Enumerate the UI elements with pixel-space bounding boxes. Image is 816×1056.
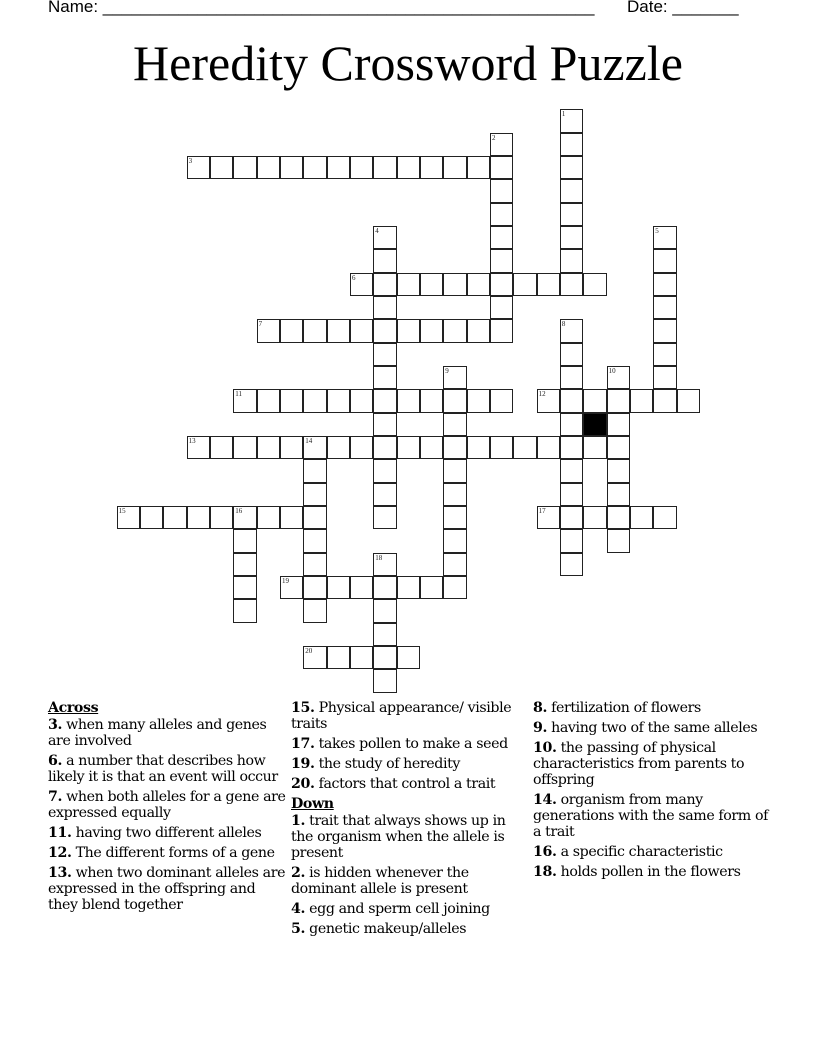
grid-cell[interactable] — [630, 389, 653, 412]
grid-cell[interactable] — [210, 156, 233, 179]
grid-cell[interactable] — [443, 413, 466, 436]
grid-cell[interactable] — [373, 483, 396, 506]
grid-cell[interactable] — [303, 459, 326, 482]
clue-down-1: 1. trait that always shows up in the organism when the allele is present — [291, 813, 506, 861]
grid-cell[interactable] — [560, 156, 583, 179]
grid-cell[interactable] — [443, 156, 466, 179]
grid-cell[interactable] — [257, 436, 280, 459]
grid-cell[interactable] — [233, 436, 256, 459]
grid-cell[interactable] — [443, 436, 466, 459]
grid-cell[interactable] — [443, 576, 466, 599]
grid-cell[interactable] — [397, 436, 420, 459]
grid-cell[interactable] — [560, 133, 583, 156]
grid-cell[interactable] — [467, 389, 490, 412]
grid-cell[interactable] — [677, 389, 700, 412]
grid-cell[interactable] — [607, 389, 630, 412]
grid-cell[interactable] — [490, 226, 513, 249]
grid-cell[interactable] — [467, 273, 490, 296]
grid-cell[interactable] — [397, 576, 420, 599]
cell-number: 16 — [235, 506, 243, 515]
grid-cell[interactable] — [373, 296, 396, 319]
grid-cell[interactable] — [373, 506, 396, 529]
grid-cell[interactable] — [350, 436, 373, 459]
clue-down-10: 10. the passing of physical characteristics from parents to offspring — [533, 740, 745, 788]
grid-cell[interactable] — [327, 576, 350, 599]
cell-number: 9 — [445, 366, 449, 375]
grid-cell[interactable] — [653, 366, 676, 389]
grid-cell[interactable] — [397, 319, 420, 342]
grid-cell[interactable] — [373, 273, 396, 296]
clues-column-2 — [291, 700, 529, 941]
cell-number: 12 — [538, 390, 546, 399]
grid-cell[interactable] — [560, 413, 583, 436]
grid-cell[interactable] — [373, 553, 396, 576]
grid-cell[interactable] — [560, 553, 583, 576]
down-heading: Down — [291, 796, 334, 812]
grid-cell[interactable] — [303, 646, 326, 669]
grid-cell[interactable] — [327, 319, 350, 342]
grid-cell[interactable] — [373, 669, 396, 692]
grid-cell[interactable] — [607, 529, 630, 552]
grid-cell[interactable] — [560, 389, 583, 412]
grid-cell[interactable] — [303, 576, 326, 599]
cell-number: 20 — [305, 646, 313, 655]
grid-cell[interactable] — [653, 296, 676, 319]
grid-cell[interactable] — [420, 156, 443, 179]
grid-cell[interactable] — [560, 506, 583, 529]
grid-cell[interactable] — [653, 249, 676, 272]
clues-column-3 — [533, 700, 771, 884]
grid-cell[interactable] — [350, 156, 373, 179]
grid-cell[interactable] — [443, 319, 466, 342]
grid-cell[interactable] — [187, 436, 210, 459]
grid-cell[interactable] — [653, 319, 676, 342]
grid-cell[interactable] — [560, 459, 583, 482]
grid-cell[interactable] — [490, 436, 513, 459]
grid-cell[interactable] — [373, 459, 396, 482]
grid-cell[interactable] — [420, 273, 443, 296]
grid-cell[interactable] — [327, 646, 350, 669]
grid-cell[interactable] — [303, 599, 326, 622]
grid-cell[interactable] — [373, 623, 396, 646]
grid-cell[interactable] — [443, 389, 466, 412]
clue-across-7: 7. when both alleles for a gene are expressed equally — [48, 789, 286, 821]
grid-cell[interactable] — [397, 389, 420, 412]
grid-cell[interactable] — [373, 646, 396, 669]
grid-cell[interactable] — [163, 506, 186, 529]
grid-cell[interactable] — [490, 249, 513, 272]
clue-across-20: 20. factors that control a trait — [291, 776, 496, 792]
grid-cell[interactable] — [560, 436, 583, 459]
clue-across-11: 11. having two different alleles — [48, 825, 262, 841]
cell-number: 18 — [375, 553, 383, 562]
grid-cell[interactable] — [443, 459, 466, 482]
grid-cell[interactable] — [303, 553, 326, 576]
grid-cell[interactable] — [140, 506, 163, 529]
grid-cell[interactable] — [560, 203, 583, 226]
grid-cell[interactable] — [653, 506, 676, 529]
grid-cell[interactable] — [280, 156, 303, 179]
grid-cell[interactable] — [607, 366, 630, 389]
grid-cell[interactable] — [373, 576, 396, 599]
grid-cell[interactable] — [443, 506, 466, 529]
grid-cell[interactable] — [280, 389, 303, 412]
grid-cell[interactable] — [560, 343, 583, 366]
grid-cell[interactable] — [560, 179, 583, 202]
cell-number: 19 — [281, 576, 289, 585]
grid-cell[interactable] — [443, 483, 466, 506]
grid-cell[interactable] — [607, 506, 630, 529]
clue-across-17: 17. takes pollen to make a seed — [291, 736, 508, 752]
grid-cell[interactable] — [280, 576, 303, 599]
grid-cell[interactable] — [490, 319, 513, 342]
clue-down-9: 9. having two of the same alleles — [533, 720, 758, 736]
grid-cell[interactable] — [583, 506, 606, 529]
grid-cell[interactable] — [257, 156, 280, 179]
grid-cell[interactable] — [373, 436, 396, 459]
clues-column-1 — [48, 700, 286, 917]
grid-cell[interactable] — [513, 436, 536, 459]
grid-cell[interactable] — [373, 343, 396, 366]
cell-number: 1 — [561, 110, 566, 119]
grid-cell[interactable] — [257, 506, 280, 529]
grid-cell[interactable] — [397, 273, 420, 296]
clue-down-8: 8. fertilization of flowers — [533, 700, 701, 716]
cell-number: 11 — [235, 390, 243, 399]
cell-number: 10 — [608, 366, 616, 375]
grid-cell[interactable] — [607, 436, 630, 459]
grid-cell[interactable] — [420, 319, 443, 342]
grid-cell[interactable] — [350, 273, 373, 296]
grid-cell[interactable] — [630, 506, 653, 529]
grid-cell[interactable] — [303, 389, 326, 412]
grid-cell[interactable] — [373, 413, 396, 436]
grid-cell[interactable] — [607, 459, 630, 482]
cell-number: 15 — [118, 506, 126, 515]
grid-cell[interactable] — [210, 506, 233, 529]
cell-number: 2 — [491, 133, 496, 142]
grid-cell[interactable] — [490, 179, 513, 202]
grid-cell[interactable] — [490, 273, 513, 296]
grid-cell[interactable] — [373, 599, 396, 622]
grid-cell[interactable] — [490, 389, 513, 412]
grid-cell[interactable] — [537, 273, 560, 296]
grid-cell[interactable] — [373, 366, 396, 389]
grid-cell[interactable] — [467, 156, 490, 179]
grid-cell[interactable] — [583, 389, 606, 412]
grid-cell[interactable] — [303, 506, 326, 529]
cell-number: 6 — [351, 273, 356, 282]
grid-cell[interactable] — [233, 156, 256, 179]
grid-cell[interactable] — [560, 109, 583, 132]
grid-cell[interactable] — [280, 506, 303, 529]
grid-cell[interactable] — [560, 273, 583, 296]
cell-number: 13 — [188, 436, 196, 445]
grid-cell[interactable] — [467, 436, 490, 459]
grid-cell[interactable] — [257, 389, 280, 412]
grid-cell[interactable] — [350, 576, 373, 599]
grid-cell[interactable] — [560, 249, 583, 272]
grid-cell[interactable] — [467, 319, 490, 342]
grid-cell[interactable] — [373, 226, 396, 249]
page-title: Heredity Crossword Puzzle — [133, 35, 683, 91]
grid-cell[interactable] — [233, 529, 256, 552]
grid-cell[interactable] — [560, 366, 583, 389]
cell-number: 5 — [655, 227, 659, 235]
grid-cell[interactable] — [397, 156, 420, 179]
black-cell — [583, 413, 606, 436]
grid-cell[interactable] — [187, 156, 210, 179]
grid-cell[interactable] — [303, 156, 326, 179]
grid-cell[interactable] — [233, 553, 256, 576]
clue-across-12: 12. The different forms of a gene — [48, 845, 275, 861]
grid-cell[interactable] — [490, 156, 513, 179]
grid-cell[interactable] — [233, 576, 256, 599]
name-field[interactable]: Name: ____________________________________________________ — [48, 0, 595, 16]
cell-number: 7 — [258, 320, 263, 329]
grid-cell[interactable] — [350, 389, 373, 412]
grid-cell[interactable] — [420, 389, 443, 412]
grid-cell[interactable] — [560, 226, 583, 249]
grid-cell[interactable] — [280, 436, 303, 459]
grid-cell[interactable] — [257, 319, 280, 342]
grid-cell[interactable] — [327, 156, 350, 179]
grid-cell[interactable] — [443, 529, 466, 552]
clue-down-4: 4. egg and sperm cell joining — [291, 901, 490, 917]
clue-down-16: 16. a specific characteristic — [533, 844, 723, 860]
grid-cell[interactable] — [373, 319, 396, 342]
grid-cell[interactable] — [653, 226, 676, 249]
grid-cell[interactable] — [513, 273, 536, 296]
grid-cell[interactable] — [303, 529, 326, 552]
grid-cell[interactable] — [117, 506, 140, 529]
grid-cell[interactable] — [607, 483, 630, 506]
grid-cell[interactable] — [490, 203, 513, 226]
grid-cell[interactable] — [607, 413, 630, 436]
grid-cell[interactable] — [327, 436, 350, 459]
grid-cell[interactable] — [443, 366, 466, 389]
clue-down-5: 5. genetic makeup/alleles — [291, 921, 467, 937]
clue-down-18: 18. holds pollen in the flowers — [533, 864, 741, 880]
date-field[interactable]: Date: _______ — [627, 0, 739, 16]
grid-cell[interactable] — [583, 436, 606, 459]
grid-cell[interactable] — [537, 389, 560, 412]
grid-cell[interactable] — [233, 506, 256, 529]
cell-number: 14 — [305, 436, 313, 445]
grid-cell[interactable] — [537, 436, 560, 459]
clue-across-15: 15. Physical appearance/ visible traits — [291, 700, 512, 732]
grid-cell[interactable] — [210, 436, 233, 459]
grid-cell[interactable] — [653, 389, 676, 412]
grid-cell[interactable] — [560, 529, 583, 552]
grid-cell[interactable] — [327, 389, 350, 412]
grid-cell[interactable] — [373, 389, 396, 412]
grid-cell[interactable] — [653, 273, 676, 296]
clue-down-14: 14. organism from many generations with the same form of a trait — [533, 792, 768, 840]
grid-cell[interactable] — [420, 436, 443, 459]
grid-cell[interactable] — [560, 319, 583, 342]
grid-cell[interactable] — [350, 319, 373, 342]
grid-cell[interactable] — [420, 576, 443, 599]
grid-cell[interactable] — [233, 599, 256, 622]
grid-cell[interactable] — [560, 483, 583, 506]
grid-cell[interactable] — [373, 249, 396, 272]
grid-cell[interactable] — [653, 343, 676, 366]
grid-cell[interactable] — [583, 273, 606, 296]
grid-cell[interactable] — [443, 273, 466, 296]
grid-cell[interactable] — [490, 133, 513, 156]
cell-number: 4 — [375, 227, 379, 235]
clue-across-13: 13. when two dominant alleles are expressed in the offspring and they blend together — [48, 865, 286, 913]
clue-across-19: 19. the study of heredity — [291, 756, 461, 772]
grid-cell[interactable] — [303, 436, 326, 459]
grid-cell[interactable] — [490, 296, 513, 319]
grid-cell[interactable] — [350, 646, 373, 669]
clue-across-3: 3. when many alleles and genes are involved — [48, 717, 267, 749]
grid-cell[interactable] — [303, 483, 326, 506]
across-heading: Across — [48, 700, 99, 716]
grid-cell[interactable] — [280, 319, 303, 342]
grid-cell[interactable] — [397, 646, 420, 669]
grid-cell[interactable] — [537, 506, 560, 529]
grid-cell[interactable] — [303, 319, 326, 342]
cell-number: 8 — [561, 320, 566, 329]
clue-across-6: 6. a number that describes how likely it is that an event will occur — [48, 753, 278, 785]
clue-down-2: 2. is hidden whenever the dominant allele is present — [291, 865, 469, 897]
cell-number: 3 — [188, 157, 193, 166]
grid-cell[interactable] — [187, 506, 210, 529]
grid-cell[interactable] — [373, 156, 396, 179]
cell-number: 17 — [538, 506, 546, 515]
grid-cell[interactable] — [233, 389, 256, 412]
grid-cell[interactable] — [443, 553, 466, 576]
